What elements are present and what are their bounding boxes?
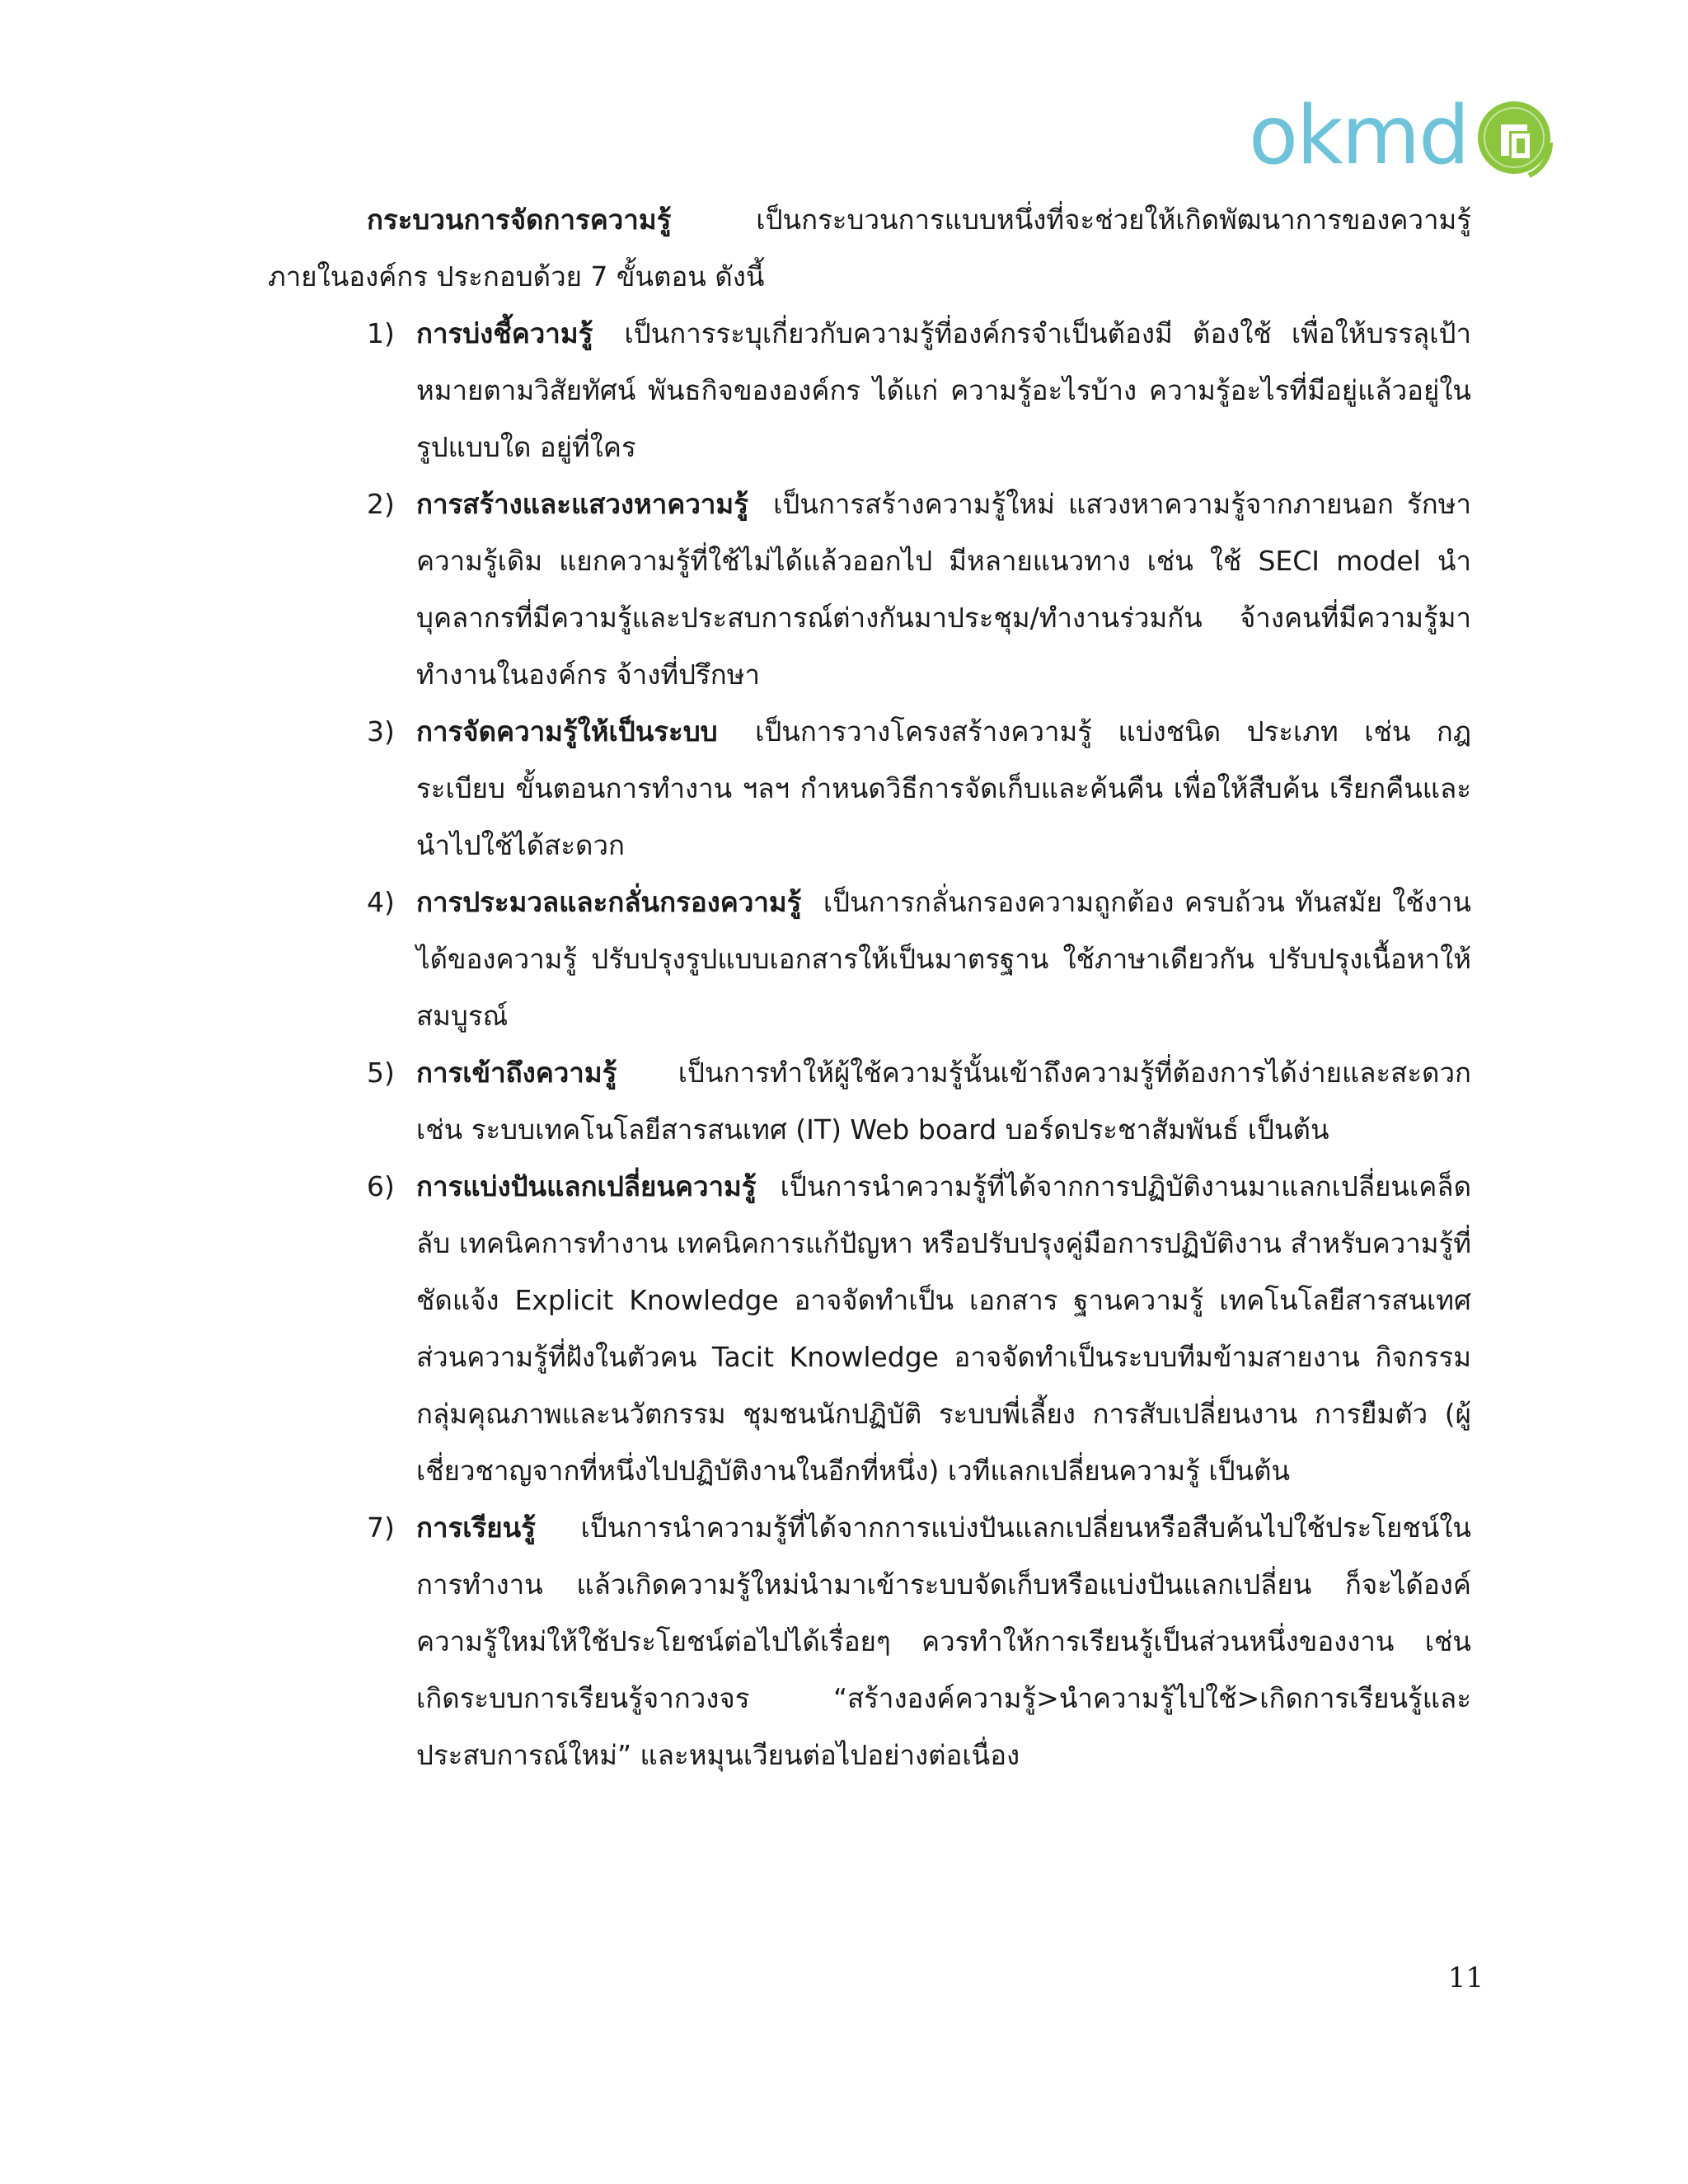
list-item: [268, 1044, 1471, 1158]
okmd-logo: [1249, 91, 1562, 190]
step-title: การประมวลและกลั่นกรองความรู้: [416, 886, 802, 918]
step-number: 5): [367, 1057, 395, 1089]
intro-title: กระบวนการจัดการความรู้: [367, 204, 672, 236]
step-text: เป็นการทำให้ผู้ใช้ความรู้นั้นเข้าถึงความรู้ที่ต้องการได้ง่ายและสะดวก เช่น ระบบเทคโนโลยีสารสนเทศ (IT) Web board บอร์ดประชาสัมพันธ์ เป็นต้น: [416, 1057, 1471, 1146]
list-item: [268, 703, 1471, 874]
list-item: [268, 305, 1471, 476]
step-number: 2): [367, 488, 395, 520]
step-title: การสร้างและแสวงหาความรู้: [416, 488, 748, 520]
step-number: 3): [367, 715, 395, 748]
main-content: [268, 191, 1471, 1783]
step-number: 4): [367, 886, 395, 918]
step-title: การเรียนรู้: [416, 1511, 536, 1544]
intro-paragraph: [268, 191, 1471, 305]
step-text: เป็นการนำความรู้ที่ได้จากการปฏิบัติงานมาแลกเปลี่ยนเคล็ดลับ เทคนิคการทำงาน เทคนิคการแก้ปัญหา หรือปรับปรุงคู่มือการปฏิบัติงาน สำหรับความรู้ที่ชัดแจ้ง Explicit Knowledge อาจจัดทำเป็น เอกสาร ฐานความรู้ เทคโนโลยีสารสนเทศ ส่วนความรู้ที่ฝังในตัวคน Tacit Knowledge อาจจัดทำเป็นระบบทีมข้ามสายงาน กิจกรรมกลุ่มคุณภาพและนวัตกรรม ชุมชนนักปฏิบัติ ระบบพี่เลี้ยง การสับเปลี่ยนงาน การยืมตัว (ผู้เชี่ยวชาญจากที่หนึ่งไปปฏิบัติงานในอีกที่หนึ่ง) เวทีแลกเปลี่ยนความรู้ เป็นต้น: [416, 1170, 1471, 1487]
steps-list: [268, 305, 1471, 1783]
step-title: การเข้าถึงความรู้: [416, 1057, 617, 1089]
list-item: [268, 874, 1471, 1044]
step-title: การบ่งชี้ความรู้: [416, 317, 593, 349]
step-text: เป็นการสร้างความรู้ใหม่ แสวงหาความรู้จากภายนอก รักษาความรู้เดิม แยกความรู้ที่ใช้ไม่ได้แล้วออกไป มีหลายแนวทาง เช่น ใช้ SECI model นำบุคลากรที่มีความรู้และประสบการณ์ต่างกันมาประชุม/ทำงานร่วมกัน จ้างคนที่มีความรู้มาทำงานในองค์กร จ้างที่ปรึกษา: [416, 488, 1471, 691]
step-title: การแบ่งปันแลกเปลี่ยนความรู้: [416, 1170, 757, 1202]
intro-text: เป็นกระบวนการแบบหนึ่งที่จะช่วยให้เกิดพัฒนาการของความรู้ภายในองค์กร ประกอบด้วย 7 ขั้นตอน ดังนี้: [268, 204, 1471, 293]
step-text: เป็นการนำความรู้ที่ได้จากการแบ่งปันแลกเปลี่ยนหรือสืบค้นไปใช้ประโยชน์ในการทำงาน แล้วเกิดความรู้ใหม่นำมาเข้าระบบจัดเก็บหรือแบ่งปันแลกเปลี่ยน ก็จะได้องค์ความรู้ใหม่ให้ใช้ประโยชน์ต่อไปได้เรื่อยๆ ควรทำให้การเรียนรู้เป็นส่วนหนึ่งของงาน เช่น เกิดระบบการเรียนรู้จากวงจร “สร้างองค์ความรู้>นำความรู้ไปใช้>เกิดการเรียนรู้และประสบการณ์ใหม่” และหมุนเวียนต่อไปอย่างต่อเนื่อง: [416, 1511, 1471, 1771]
step-number: 6): [367, 1170, 395, 1202]
logo-wordmark: okmd: [1249, 89, 1469, 183]
list-item: [268, 1499, 1471, 1783]
step-text: เป็นการวางโครงสร้างความรู้ แบ่งชนิด ประเภท เช่น กฎระเบียบ ขั้นตอนการทำงาน ฯลฯ กำหนดวิธีการจัดเก็บและค้นคืน เพื่อให้สืบค้น เรียกคืนและนำไปใช้ได้สะดวก: [416, 715, 1471, 861]
page-number: 11: [1447, 1961, 1484, 1994]
step-number: 7): [367, 1511, 395, 1544]
logo-badge-icon: [1471, 95, 1562, 185]
list-item: [268, 476, 1471, 703]
step-number: 1): [367, 317, 395, 349]
step-text: เป็นการกลั่นกรองความถูกต้อง ครบถ้วน ทันสมัย ใช้งานได้ของความรู้ ปรับปรุงรูปแบบเอกสารให้เป็นมาตรฐาน ใช้ภาษาเดียวกัน ปรับปรุงเนื้อหาให้สมบูรณ์: [416, 886, 1471, 1032]
list-item: [268, 1158, 1471, 1499]
step-text: เป็นการระบุเกี่ยวกับความรู้ที่องค์กรจำเป็นต้องมี ต้องใช้ เพื่อให้บรรลุเป้าหมายตามวิสัยทัศน์ พันธกิจขององค์กร ได้แก่ ความรู้อะไรบ้าง ความรู้อะไรที่มีอยู่แล้วอยู่ในรูปแบบใด อยู่ที่ใคร: [416, 317, 1471, 463]
step-title: การจัดความรู้ให้เป็นระบบ: [416, 715, 718, 748]
